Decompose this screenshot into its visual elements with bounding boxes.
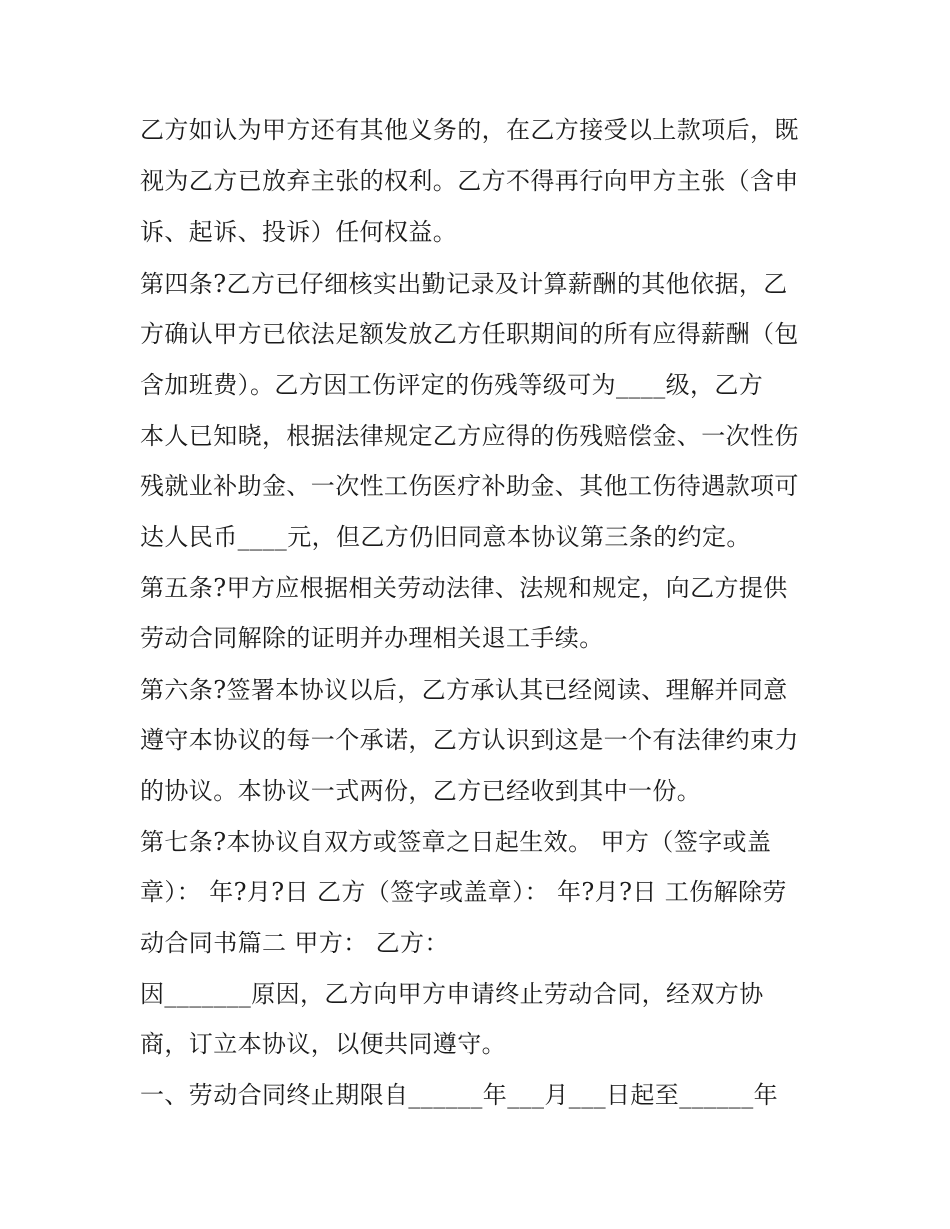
text-line: 第七条?本协议自双方或签章之日起生效。 甲方（签字或盖	[140, 828, 772, 856]
text-line: 第六条?签署本协议以后，乙方承认其已经阅读、理解并同意	[140, 676, 788, 704]
text-line: 劳动合同解除的证明并办理相关退工手续。	[140, 624, 604, 652]
text-line: 动合同书篇二 甲方： 乙方：	[140, 929, 449, 957]
text-line: 遵守本协议的每一个承诺，乙方认识到这是一个有法律约束力	[140, 726, 799, 754]
text-line: 因_______原因，乙方向甲方申请终止劳动合同，经双方协	[140, 980, 764, 1008]
text-line: 残就业补助金、一次性工伤医疗补助金、其他工伤待遇款项可	[140, 472, 799, 500]
text-line: 第五条?甲方应根据相关劳动法律、法规和规定，向乙方提供	[140, 574, 788, 602]
text-line: 达人民币____元，但乙方仍旧同意本协议第三条的约定。	[140, 523, 751, 551]
text-line: 乙方如认为甲方还有其他义务的，在乙方接受以上款项后，既	[140, 116, 799, 144]
text-line: 诉、起诉、投诉）任何权益。	[140, 218, 458, 246]
text-line: 的协议。本协议一式两份，乙方已经收到其中一份。	[140, 777, 702, 805]
text-line: 一、劳动合同终止期限自______年___月___日起至______年	[140, 1081, 778, 1109]
text-line: 视为乙方已放弃主张的权利。乙方不得再行向甲方主张（含申	[140, 167, 799, 195]
text-line: 本人已知晓，根据法律规定乙方应得的伤残赔偿金、一次性伤	[140, 422, 799, 450]
text-line: 含加班费）。乙方因工伤评定的伤残等级可为____级，乙方	[140, 371, 764, 399]
text-line: 章）： 年?月?日 乙方（签字或盖章）： 年?月?日 工伤解除劳	[140, 878, 787, 906]
text-line: 方确认甲方已依法足额发放乙方任职期间的所有应得薪酬（包	[140, 320, 799, 348]
text-line: 商，订立本协议，以便共同遵守。	[140, 1030, 506, 1058]
text-line: 第四条?乙方已仔细核实出勤记录及计算薪酬的其他依据，乙	[140, 270, 788, 298]
